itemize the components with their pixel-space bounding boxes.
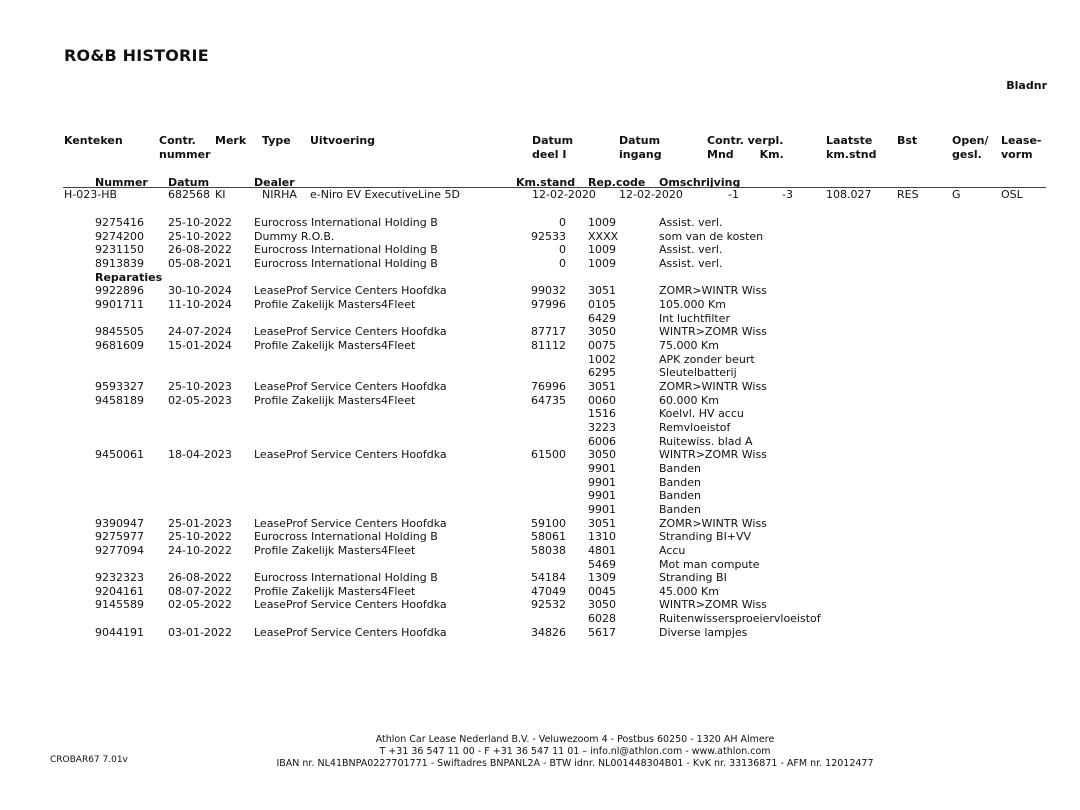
header-bst: Bst — [897, 134, 918, 147]
row-dealer: Profile Zakelijk Masters4Fleet — [254, 584, 416, 598]
footer-registration: IBAN nr. NL41BNPA0227701771 - Swiftadres BNPANL2A - BTW idnr. NL001448304B01 - KvK nr. 33136871 - AFM nr. 12012477 — [276, 758, 874, 769]
row-omschrijving: Stranding BI+VV — [659, 530, 752, 544]
row-kmstand: 58061 — [531, 530, 566, 544]
row-datum: 30-10-2024 — [168, 284, 232, 298]
header-datum: Datum — [168, 176, 210, 189]
row-nummer: 9231150 — [95, 243, 144, 257]
row-kmstand: 76996 — [531, 379, 566, 393]
row-repcode: 3051 — [588, 516, 616, 530]
row-nummer: 9274200 — [95, 229, 144, 243]
row-repcode: 1516 — [588, 407, 616, 421]
row-omschrijving: 75.000 Km — [659, 338, 719, 352]
footer-address: Athlon Car Lease Nederland B.V. - Veluwezoom 4 - Postbus 60250 - 1320 AH Almere — [375, 734, 775, 745]
row-nummer: 9275416 — [95, 216, 144, 229]
row-repcode: 0105 — [588, 297, 616, 311]
row-datum: 15-01-2024 — [168, 338, 232, 352]
row-datum: 25-10-2022 — [168, 229, 232, 243]
row-repcode: 9901 — [588, 502, 616, 516]
row-kmstand: 64735 — [531, 393, 566, 407]
header-datum-ingang: Datum ingang — [619, 134, 662, 161]
row-repcode: 4801 — [588, 543, 616, 557]
row-datum: 25-10-2022 — [168, 216, 232, 229]
page-number-label: Bladnr — [1006, 79, 1047, 92]
row-kmstand: 58038 — [531, 543, 566, 557]
row-omschrijving: Banden — [659, 475, 701, 489]
row-repcode: 3050 — [588, 448, 616, 462]
row-repcode: 3223 — [588, 420, 616, 434]
footer-contact: T +31 36 547 11 00 - F +31 36 547 11 01 – info.nl@athlon.com - www.athlon.com — [379, 746, 771, 757]
row-omschrijving: ZOMR>WINTR Wiss — [659, 284, 767, 298]
row-datum: 03-01-2022 — [168, 625, 232, 639]
row-datum: 05-08-2021 — [168, 256, 232, 270]
row-repcode: 3051 — [588, 379, 616, 393]
row-nummer: 9232323 — [95, 571, 144, 585]
row-datum: 02-05-2023 — [168, 393, 232, 407]
row-kmstand: 54184 — [531, 571, 566, 585]
vehicle-datum-deel-i: 12-02-2020 — [532, 188, 596, 201]
header-omschrijving: Omschrijving — [659, 176, 741, 189]
row-repcode: 9901 — [588, 475, 616, 489]
row-nummer: 9277094 — [95, 543, 144, 557]
row-nummer: 9845505 — [95, 325, 144, 339]
row-datum: 24-07-2024 — [168, 325, 232, 339]
row-repcode: 3051 — [588, 284, 616, 298]
row-repcode: 1309 — [588, 571, 616, 585]
row-dealer: Dummy R.O.B. — [254, 229, 335, 243]
row-repcode: XXXX — [588, 229, 619, 243]
row-repcode: 1009 — [588, 243, 616, 257]
row-dealer: Eurocross International Holding B — [254, 530, 438, 544]
header-kenteken: Kenteken — [64, 134, 123, 147]
row-omschrijving: Ruitewiss. blad A — [659, 434, 753, 448]
row-omschrijving: 60.000 Km — [659, 393, 719, 407]
row-repcode: 5469 — [588, 557, 616, 571]
row-datum: 18-04-2023 — [168, 448, 232, 462]
row-kmstand: 0 — [559, 216, 566, 229]
row-repcode: 1002 — [588, 352, 616, 366]
vehicle-laatste-kmstand: 108.027 — [826, 188, 872, 201]
row-datum: 08-07-2022 — [168, 584, 232, 598]
row-datum: 24-10-2022 — [168, 543, 232, 557]
row-dealer: Profile Zakelijk Masters4Fleet — [254, 338, 416, 352]
row-dealer: LeaseProf Service Centers Hoofdka — [254, 379, 447, 393]
row-dealer: Profile Zakelijk Masters4Fleet — [254, 393, 416, 407]
row-omschrijving: 105.000 Km — [659, 297, 726, 311]
row-nummer: 9681609 — [95, 338, 144, 352]
header-kmstand: Km.stand — [516, 176, 576, 189]
row-repcode: 1009 — [588, 216, 616, 229]
page-title: RO&B HISTORIE — [64, 46, 209, 65]
vehicle-open-gesloten: G — [952, 188, 961, 201]
header-lease-vorm: Lease- vorm — [1001, 134, 1042, 161]
row-kmstand: 97996 — [531, 297, 566, 311]
row-datum: 02-05-2022 — [168, 598, 232, 612]
row-repcode: 5617 — [588, 625, 616, 639]
row-omschrijving: WINTR>ZOMR Wiss — [659, 448, 767, 462]
row-repcode: 6429 — [588, 311, 616, 325]
vehicle-mnd: -1 — [728, 188, 739, 201]
row-repcode: 9901 — [588, 489, 616, 503]
row-nummer: 9901711 — [95, 297, 144, 311]
row-repcode: 6006 — [588, 434, 616, 448]
row-dealer: Eurocross International Holding B — [254, 256, 438, 270]
row-nummer: 9275977 — [95, 530, 144, 544]
vehicle-datum-ingang: 12-02-2020 — [619, 188, 683, 201]
row-omschrijving: Ruitenwissersproeiervloeistof — [659, 612, 821, 626]
row-omschrijving: ZOMR>WINTR Wiss — [659, 379, 767, 393]
row-repcode: 3050 — [588, 598, 616, 612]
row-omschrijving: Assist. verl. — [659, 243, 723, 257]
row-dealer: LeaseProf Service Centers Hoofdka — [254, 284, 447, 298]
row-datum: 25-10-2022 — [168, 530, 232, 544]
vehicle-type: NIRHA — [262, 188, 297, 201]
row-dealer: LeaseProf Service Centers Hoofdka — [254, 598, 447, 612]
row-kmstand: 92533 — [531, 229, 566, 243]
row-datum: 11-10-2024 — [168, 297, 232, 311]
header-dealer: Dealer — [254, 176, 295, 189]
row-repcode: 3050 — [588, 325, 616, 339]
header-type: Type — [262, 134, 291, 147]
header-mnd: Mnd — [707, 147, 734, 161]
header-contract-verplichting: Contr. verpl. Mnd Km. — [707, 134, 784, 161]
row-omschrijving: som van de kosten — [659, 229, 764, 243]
row-repcode: 0060 — [588, 393, 616, 407]
row-omschrijving: Banden — [659, 489, 701, 503]
row-omschrijving: Koelvl. HV accu — [659, 407, 744, 421]
row-omschrijving: APK zonder beurt — [659, 352, 755, 366]
header-uitvoering: Uitvoering — [310, 134, 376, 147]
row-dealer: Profile Zakelijk Masters4Fleet — [254, 543, 416, 557]
row-kmstand: 81112 — [531, 338, 566, 352]
header-datum-deel-i: Datum deel I — [532, 134, 574, 161]
row-omschrijving: ZOMR>WINTR Wiss — [659, 516, 767, 530]
vehicle-bst: RES — [897, 188, 919, 201]
row-datum: 25-01-2023 — [168, 516, 232, 530]
row-datum: 26-08-2022 — [168, 571, 232, 585]
section-heading-reparaties: Reparaties — [95, 270, 163, 284]
row-datum: 25-10-2023 — [168, 379, 232, 393]
header-repcode: Rep.code — [588, 176, 646, 189]
row-repcode: 1310 — [588, 530, 616, 544]
row-omschrijving: Assist. verl. — [659, 216, 723, 229]
row-omschrijving: WINTR>ZOMR Wiss — [659, 325, 767, 339]
row-kmstand: 0 — [559, 256, 566, 270]
row-omschrijving: Banden — [659, 461, 701, 475]
row-dealer: LeaseProf Service Centers Hoofdka — [254, 516, 447, 530]
row-nummer: 9593327 — [95, 379, 144, 393]
header-km: Km. — [759, 147, 784, 161]
vehicle-kenteken: H-023-HB — [64, 188, 118, 201]
row-dealer: LeaseProf Service Centers Hoofdka — [254, 325, 447, 339]
row-dealer: Eurocross International Holding B — [254, 571, 438, 585]
row-nummer: 9145589 — [95, 598, 144, 612]
row-kmstand: 0 — [559, 243, 566, 257]
row-dealer: Eurocross International Holding B — [254, 216, 438, 229]
vehicle-merk: KI — [215, 188, 226, 201]
row-nummer: 9204161 — [95, 584, 144, 598]
row-repcode: 0045 — [588, 584, 616, 598]
vehicle-lease-vorm: OSL — [1001, 188, 1023, 201]
vehicle-km: -3 — [782, 188, 793, 201]
row-datum: 26-08-2022 — [168, 243, 232, 257]
row-repcode: 6028 — [588, 612, 616, 626]
row-omschrijving: Banden — [659, 502, 701, 516]
row-kmstand: 87717 — [531, 325, 566, 339]
header-laatste-kmstand: Laatste km.stnd — [826, 134, 877, 161]
row-kmstand: 92532 — [531, 598, 566, 612]
row-omschrijving: Stranding BI — [659, 571, 727, 585]
row-kmstand: 61500 — [531, 448, 566, 462]
row-repcode: 0075 — [588, 338, 616, 352]
row-kmstand: 59100 — [531, 516, 566, 530]
vehicle-contract: 682568 — [168, 188, 210, 201]
row-omschrijving: Int luchtfilter — [659, 311, 730, 325]
row-dealer: Eurocross International Holding B — [254, 243, 438, 257]
header-merk: Merk — [215, 134, 247, 147]
row-omschrijving: Remvloeistof — [659, 420, 731, 434]
row-kmstand: 34826 — [531, 625, 566, 639]
row-kmstand: 47049 — [531, 584, 566, 598]
row-omschrijving: Accu — [659, 543, 686, 557]
row-omschrijving: 45.000 Km — [659, 584, 719, 598]
row-omschrijving: Mot man compute — [659, 557, 760, 571]
header-contract-nummer: Contr. nummer — [159, 134, 211, 161]
row-dealer: LeaseProf Service Centers Hoofdka — [254, 448, 447, 462]
row-nummer: 9390947 — [95, 516, 144, 530]
row-omschrijving: Diverse lampjes — [659, 625, 748, 639]
row-nummer: 8913839 — [95, 256, 144, 270]
row-repcode: 1009 — [588, 256, 616, 270]
header-nummer: Nummer — [95, 176, 148, 189]
row-repcode: 9901 — [588, 461, 616, 475]
vehicle-uitvoering: e-Niro EV ExecutiveLine 5D — [310, 188, 460, 201]
row-dealer: LeaseProf Service Centers Hoofdka — [254, 625, 447, 639]
header-open-gesloten: Open/ gesl. — [952, 134, 989, 161]
report-version: CROBAR67 7.01v — [50, 755, 128, 765]
row-nummer: 9922896 — [95, 284, 144, 298]
company-footer — [0, 734, 1080, 770]
row-nummer: 9450061 — [95, 448, 144, 462]
row-omschrijving: WINTR>ZOMR Wiss — [659, 598, 767, 612]
row-kmstand: 99032 — [531, 284, 566, 298]
row-nummer: 9044191 — [95, 625, 144, 639]
row-omschrijving: Sleutelbatterij — [659, 366, 737, 380]
row-repcode: 6295 — [588, 366, 616, 380]
row-nummer: 9458189 — [95, 393, 144, 407]
row-dealer: Profile Zakelijk Masters4Fleet — [254, 297, 416, 311]
row-omschrijving: Assist. verl. — [659, 256, 723, 270]
